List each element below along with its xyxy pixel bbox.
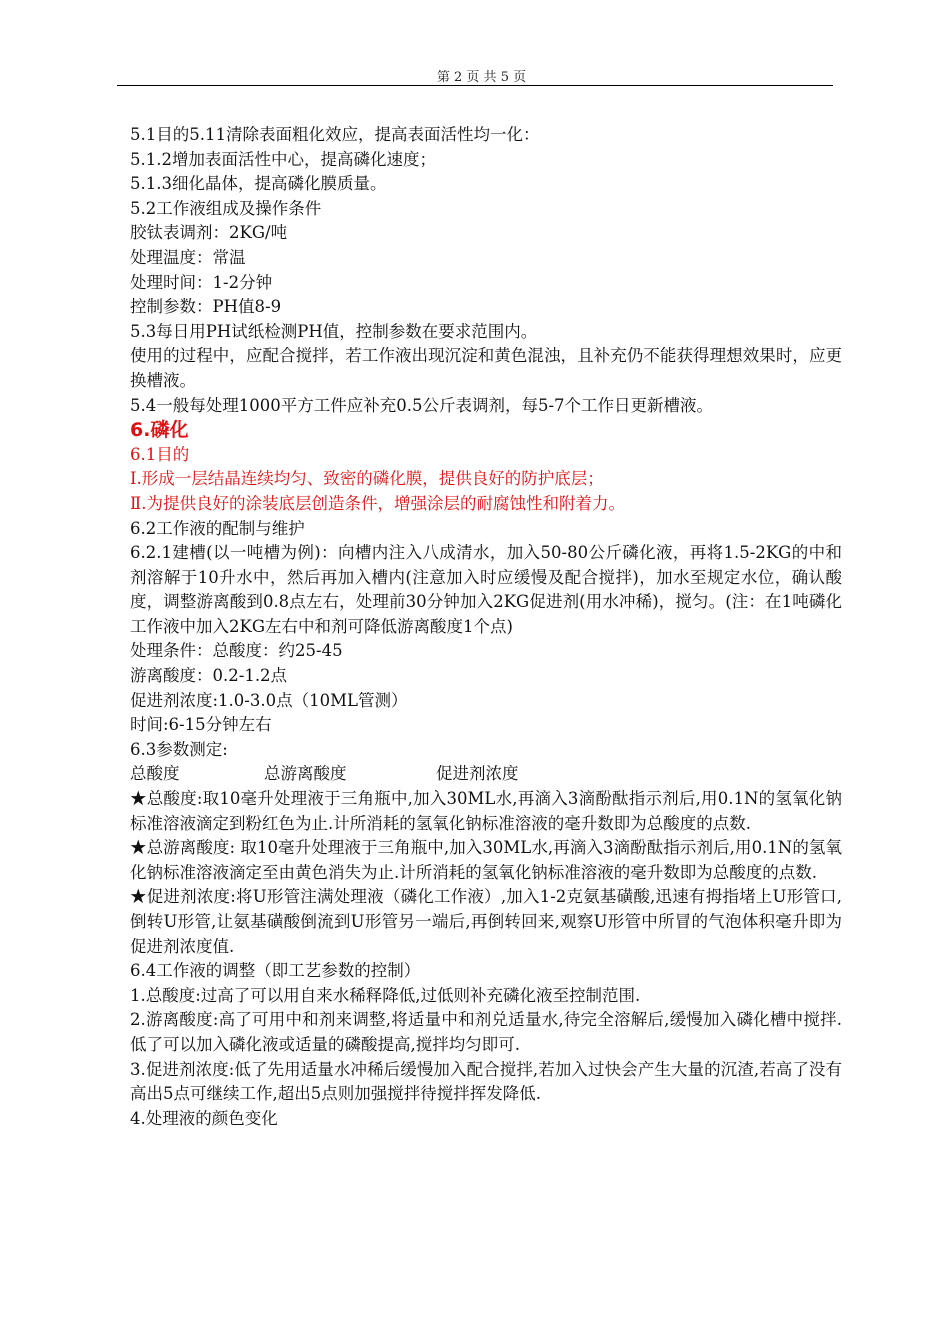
adjust-item: 2.游离酸度:高了可用中和剂来调整,将适量中和剂兑适量水,待完全溶解后,缓慢加入磷化槽中搅拌.低了可以加入磷化液或适量的磷酸提高,搅拌均匀即可.: [130, 1010, 842, 1054]
section-heading: 6.磷化: [130, 419, 189, 442]
subsection-title: 6.4工作液的调整（即工艺参数的控制）: [130, 961, 421, 981]
measure-item: ★促进剂浓度:将U形管注满处理液（磷化工作液）,加入1-2克氨基磺酸,迅速有拇指堵上U形管口,倒转U形管,让氨基磺酸倒流到U形管另一端后,再倒转回来,观察U形管中所冒的气泡体积毫升即为促进剂浓度值.: [130, 887, 842, 956]
measure-item: ★总游离酸度: 取10毫升处理液于三角瓶中,加入30ML水,再滴入3滴酚酞指示剂后,用0.1N的氢氧化钠标准溶液滴定至由黄色消失为止.计所消耗的氢氧化钠标准溶液的毫升数即为总酸度的点数.: [130, 838, 842, 882]
adjust-item: 4.处理液的颜色变化: [130, 1108, 278, 1128]
column-label: 促进剂浓度: [436, 764, 519, 784]
purpose-item: Ⅱ.为提供良好的涂装底层创造条件，增强涂层的耐腐蚀性和附着力。: [130, 493, 625, 513]
paragraph: 使用的过程中，应配合搅拌，若工作液出现沉淀和黄色混浊，且补充仍不能获得理想效果时，应更换槽液。: [130, 346, 842, 390]
text-line: 5.4一般每处理1000平方工件应补充0.5公斤表调剂，每5-7个工作日更新槽液。: [130, 395, 714, 415]
column-label: 总酸度: [130, 764, 180, 784]
text-line: 处理温度：常温: [130, 247, 246, 267]
text-line: 控制参数：PH值8-9: [130, 297, 282, 317]
text-line: 胶钛表调剂：2KG/吨: [130, 223, 288, 243]
condition-line: 处理条件：总酸度：约25-45: [130, 641, 343, 661]
text-line: 处理时间：1-2分钟: [130, 272, 273, 292]
condition-line: 游离酸度：0.2-1.2点: [130, 666, 288, 686]
subsection-title: 6.1目的: [130, 444, 190, 464]
purpose-item: Ⅰ.形成一层结晶连续均匀、致密的磷化膜，提供良好的防护底层；: [130, 469, 604, 489]
text-line: 5.1目的5.11清除表面粗化效应，提高表面活性均一化：: [130, 125, 540, 144]
page-header: 第 2 页 共 5 页: [436, 70, 527, 85]
document-body: [130, 123, 842, 1131]
subsection-title: 6.2工作液的配制与维护: [130, 518, 305, 538]
adjust-item: 3.促进剂浓度:低了先用适量水冲稀后缓慢加入配合搅拌,若加入过快会产生大量的沉渣,若高了没有高出5点可继续工作,超出5点则加强搅拌待搅拌挥发降低.: [130, 1059, 842, 1104]
condition-line: 时间:6-15分钟左右: [130, 715, 272, 735]
column-label: 总游离酸度: [264, 764, 347, 784]
condition-line: 促进剂浓度:1.0-3.0点（10ML管测）: [130, 690, 408, 710]
measure-item: ★总酸度:取10毫升处理液于三角瓶中,加入30ML水,再滴入3滴酚酞指示剂后,用0.1N的氢氧化钠标准溶液滴定到粉红色为止.计所消耗的氢氧化钠标准溶液的毫升数即为总酸度的点数.: [130, 789, 842, 833]
subsection-title: 6.3参数测定:: [130, 739, 228, 759]
paragraph: 6.2.1建槽(以一吨槽为例)：向槽内注入八成清水，加入50-80公斤磷化液，再将1.5-2KG的中和剂溶解于10升水中，然后再加入槽内(注意加入时应缓慢及配合搅拌)，加水至规定水位，确认酸度，调整游离酸到0.8点左右，处理前30分钟加入2KG促进剂(用水冲稀)，搅匀。(注：在1吨磷化工作液中加入2KG左右中和剂可降低游离酸度1个点): [130, 543, 842, 636]
text-line: 5.1.3细化晶体，提高磷化膜质量。: [130, 174, 387, 194]
adjust-item: 1.总酸度:过高了可以用自来水稀释降低,过低则补充磷化液至控制范围.: [130, 985, 641, 1005]
text-line: 5.2工作液组成及操作条件: [130, 198, 322, 218]
text-line: 5.3每日用PH试纸检测PH值，控制参数在要求范围内。: [130, 321, 538, 341]
header-divider: [117, 85, 833, 86]
text-line: 5.1.2增加表面活性中心，提高磷化速度；: [130, 149, 436, 169]
measure-columns: [130, 762, 842, 787]
